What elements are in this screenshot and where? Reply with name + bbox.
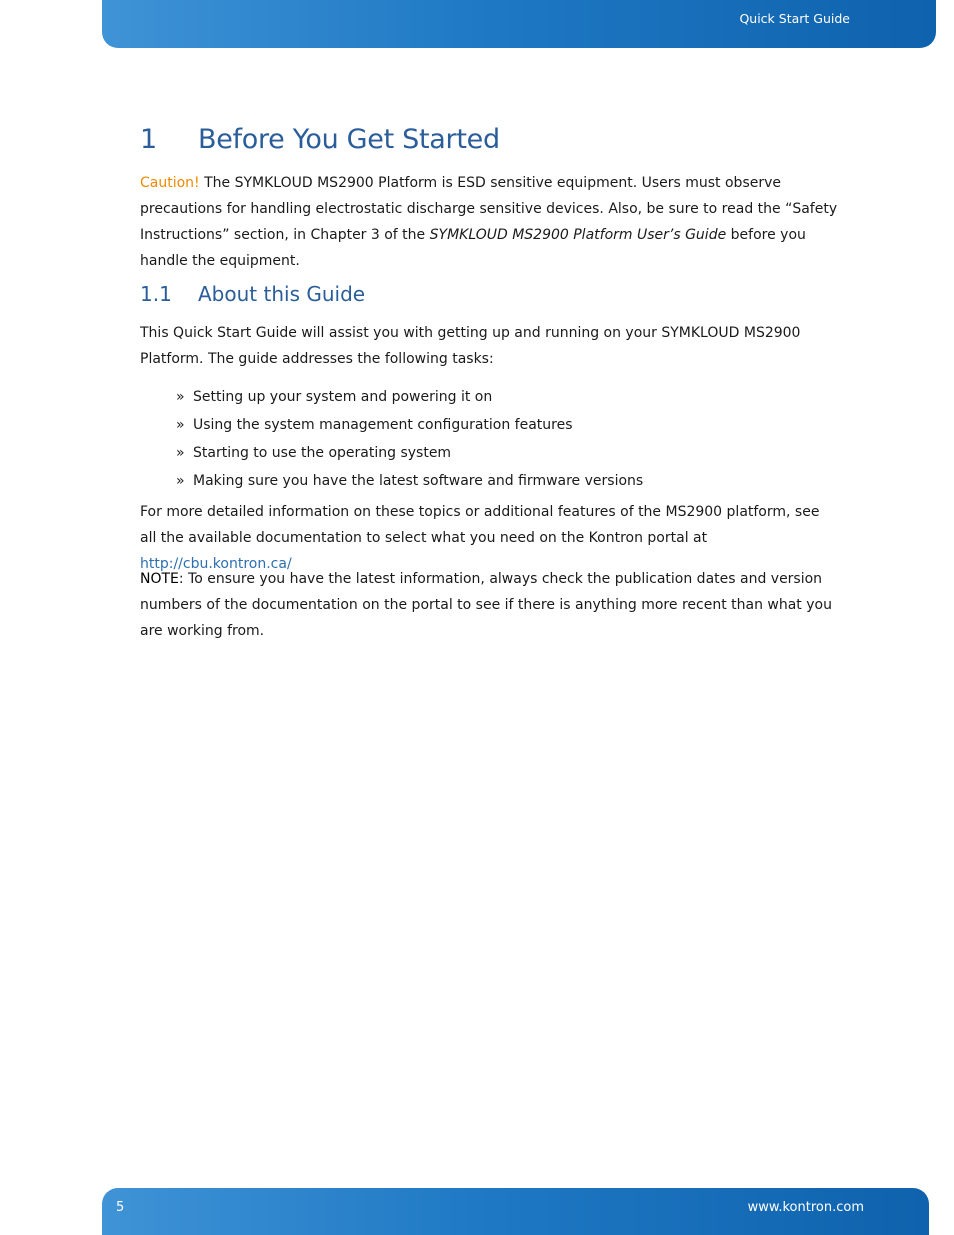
header-bar: [102, 0, 936, 48]
users-guide-title: SYMKLOUD MS2900 Platform User’s Guide: [429, 227, 727, 243]
list-item: [176, 439, 643, 467]
caution-paragraph: [140, 170, 840, 274]
note-label: NOTE: [140, 571, 179, 587]
bullet-icon: »: [176, 473, 185, 489]
footer-url: www.kontron.com: [747, 1200, 864, 1215]
task-list: [176, 383, 643, 495]
task-text: Using the system management configuration features: [193, 417, 573, 433]
task-text: Setting up your system and powering it on: [193, 389, 493, 405]
more-info-text: For more detailed information on these topics or additional features of the MS2900 platform, see all the available documentation to select what you need on the Kontron portal at: [140, 504, 820, 546]
chapter-number: 1: [140, 124, 157, 155]
task-text: Making sure you have the latest software and firmware versions: [193, 473, 644, 489]
kontron-portal-link[interactable]: http://cbu.kontron.ca/: [140, 556, 292, 572]
page-number: 5: [116, 1200, 125, 1215]
footer-bar: [102, 1188, 929, 1235]
list-item: [176, 383, 643, 411]
list-item: [176, 411, 643, 439]
intro-paragraph: This Quick Start Guide will assist you with getting up and running on your SYMKLOUD MS2900 Platform. The guide addresses the following tasks:: [140, 325, 801, 367]
chapter-title: Before You Get Started: [198, 124, 500, 155]
caution-label: Caution!: [140, 175, 200, 191]
bullet-icon: »: [176, 417, 185, 433]
caution-text-before: The SYMKLOUD MS2900 Platform is ESD sensitive equipment. Users must observe precautions for handling electrostatic discharge sensitive devices. Also, be sure to read the “Safety Instructions” section, in Chapter 3 of the: [140, 175, 838, 243]
section-title: About this Guide: [198, 282, 366, 306]
section-number: 1.1: [140, 282, 172, 306]
document-title: Quick Start Guide: [739, 11, 850, 26]
task-text: Starting to use the operating system: [193, 445, 452, 461]
bullet-icon: »: [176, 389, 185, 405]
list-item: [176, 467, 643, 495]
note-paragraph: [140, 566, 840, 644]
chapter-heading: [140, 124, 500, 155]
bullet-icon: »: [176, 445, 185, 461]
caution-text-after: before you handle the equipment.: [140, 227, 806, 269]
note-text: : To ensure you have the latest information, always check the publication dates and version numbers of the documentation on the portal to see if there is anything more recent than what you are working from.: [140, 571, 832, 639]
section-heading: [140, 282, 365, 306]
